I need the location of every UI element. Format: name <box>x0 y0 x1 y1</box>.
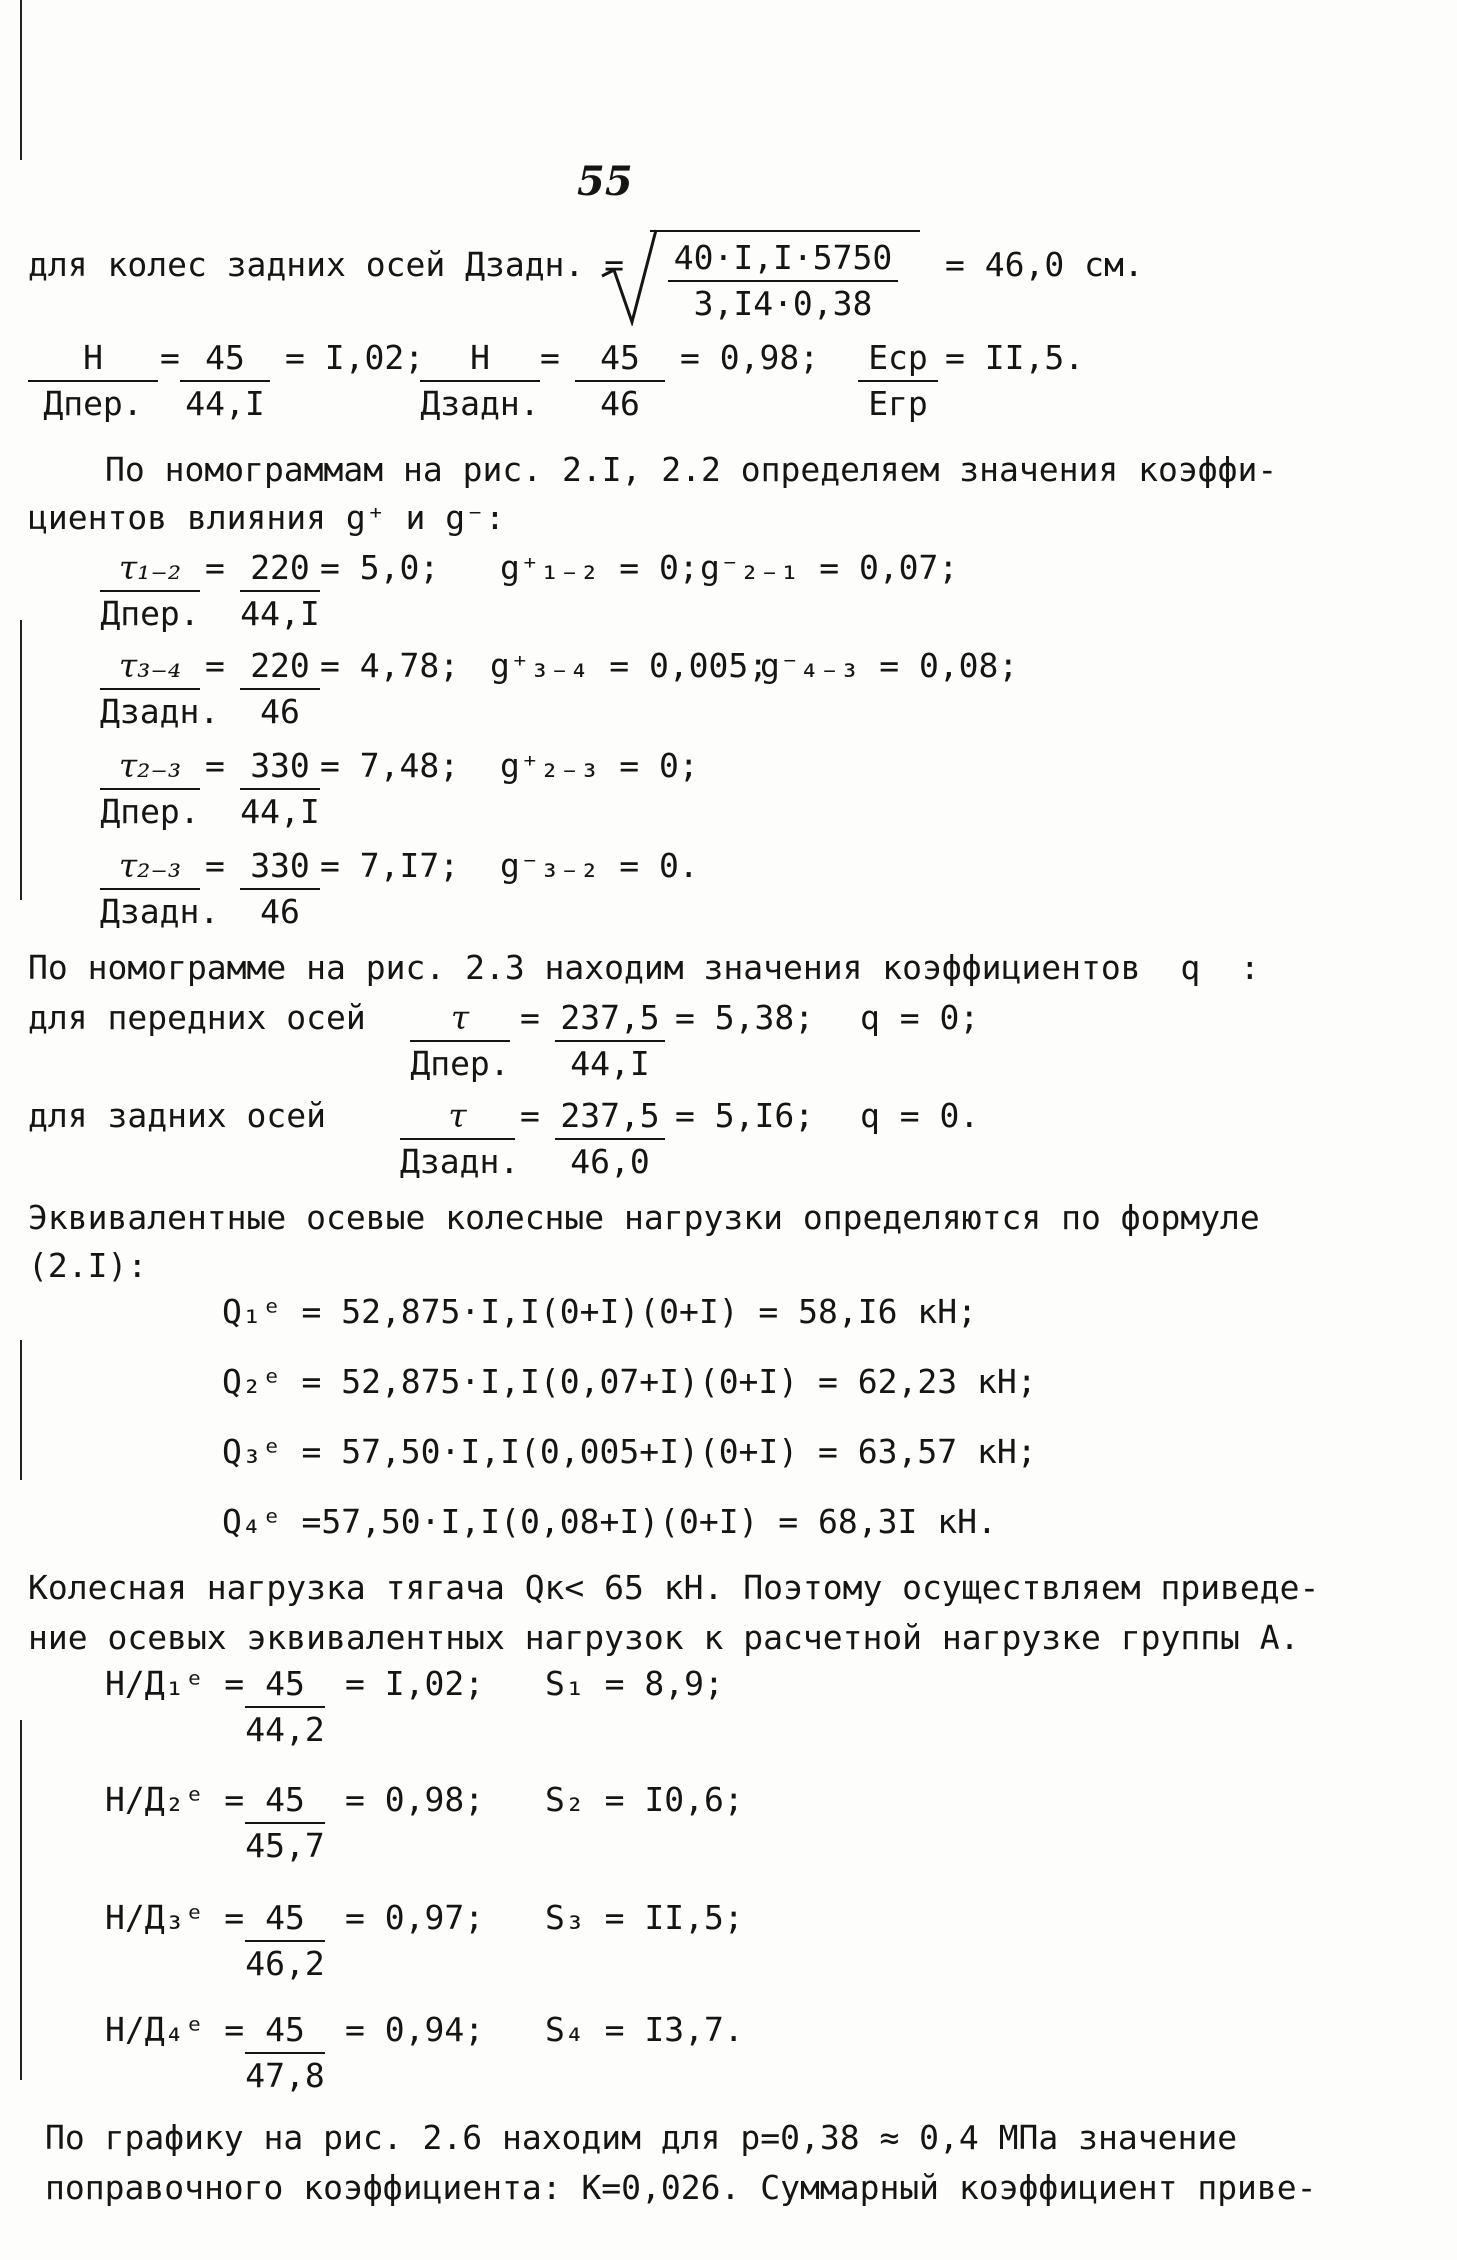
h2-val-num: 45 <box>575 338 665 382</box>
para2-line1: По номограмме на рис. 2.3 находим значения коэффициентов q : <box>28 948 1260 987</box>
t23b-den: Дзадн. <box>100 892 220 931</box>
hd2-s: S₂ = I0,6; <box>545 1780 744 1819</box>
para4-line1: Колесная нагрузка тягача Qк< 65 кН. Поэтому осуществляем приведе- <box>28 1568 1320 1607</box>
h2-fraction <box>420 338 540 424</box>
margin-line-top <box>20 0 22 160</box>
rear-tau-den: Дзадн. <box>400 1142 520 1181</box>
t12-fraction <box>100 548 200 634</box>
e-result: = II,5. <box>945 338 1085 377</box>
front-q: q = 0; <box>860 998 980 1037</box>
t12-result: = 5,0; <box>320 548 440 587</box>
t23b-result: = 7,I7; <box>320 846 460 885</box>
t34-gminus: g⁻₄₋₃ = 0,08; <box>760 646 1019 685</box>
h2-den: Дзадн. <box>420 384 540 423</box>
dzadn-radicand-den: 3,I4·0,38 <box>693 284 873 323</box>
hd1-label: Н/Д₁ᵉ = <box>105 1664 245 1703</box>
hd2-fraction <box>245 1780 325 1866</box>
t23b-sym: τ₂₋₃ <box>100 846 200 890</box>
h2-val-den: 46 <box>600 384 640 423</box>
t23a-valden: 44,I <box>240 792 320 831</box>
h1-den: Дпер. <box>43 384 143 423</box>
t12-gminus: g⁻₂₋₁ = 0,07; <box>700 548 959 587</box>
t23a-gplus: g⁺₂₋₃ = 0; <box>500 746 699 785</box>
t23a-den: Дпер. <box>100 792 200 831</box>
h2-num: H <box>420 338 540 382</box>
front-tau-sym: τ <box>410 998 510 1042</box>
t23b-value-fraction <box>240 846 320 932</box>
t34-gplus: g⁺₃₋₄ = 0,005; <box>490 646 769 685</box>
t34-value-fraction <box>240 646 320 732</box>
front-valden: 44,I <box>570 1044 650 1083</box>
h2-result: = 0,98; <box>680 338 820 377</box>
h1-num: H <box>28 338 158 382</box>
front-num: 237,5 <box>555 998 665 1042</box>
t12-den: Дпер. <box>100 594 200 633</box>
rear-tau-fraction <box>400 1096 520 1182</box>
hd1-den: 44,2 <box>245 1710 325 1749</box>
rear-axle-label: для задних осей <box>28 1096 327 1135</box>
q4-equation: Q₄ᵉ =57,50·I,I(0,08+I)(0+I) = 68,3I кН. <box>222 1502 997 1541</box>
e-den: Eгр <box>868 384 928 423</box>
t23b-num: 330 <box>240 846 320 890</box>
rear-valden: 46,0 <box>570 1142 650 1181</box>
dzadn-radicand-num: 40·I,I·5750 <box>668 238 898 282</box>
t23b-fraction <box>100 846 220 932</box>
dzadn-radicand <box>668 238 898 324</box>
t23a-sym: τ₂₋₃ <box>100 746 200 790</box>
front-tau-den: Дпер. <box>410 1044 510 1083</box>
t34-num: 220 <box>240 646 320 690</box>
hd2-den: 45,7 <box>245 1826 325 1865</box>
t34-result: = 4,78; <box>320 646 460 685</box>
hd4-num: 45 <box>245 2010 325 2054</box>
t23a-result: = 7,48; <box>320 746 460 785</box>
margin-line-bottom <box>20 1720 22 2080</box>
rear-num: 237,5 <box>555 1096 665 1140</box>
rear-q: q = 0. <box>860 1096 980 1135</box>
margin-line-mid <box>20 620 22 900</box>
t34-valden: 46 <box>260 692 300 731</box>
t23a-value-fraction <box>240 746 320 832</box>
t23a-fraction <box>100 746 200 832</box>
para1-line2: циентов влияния g⁺ и g⁻: <box>28 498 505 537</box>
t12-sym: τ₁₋₂ <box>100 548 200 592</box>
para5-line1: По графику на рис. 2.6 находим для p=0,38 ≈ 0,4 МПа значение <box>45 2118 1238 2157</box>
eq-sign: = <box>205 746 225 785</box>
para4-line2: ние осевых эквивалентных нагрузок к расчетной нагрузке группы A. <box>28 1618 1300 1657</box>
para1-line1: По номограммам на рис. 2.I, 2.2 определяем значения коэффи- <box>105 450 1278 489</box>
hd4-fraction <box>245 2010 325 2096</box>
para3-line1: Эквивалентные осевые колесные нагрузки определяются по формуле <box>28 1198 1260 1237</box>
front-axle-label: для передних осей <box>28 998 366 1037</box>
hd3-num: 45 <box>245 1898 325 1942</box>
sqrt-sign-icon <box>600 226 660 326</box>
t23b-gminus: g⁻₃₋₂ = 0. <box>500 846 699 885</box>
t34-fraction <box>100 646 220 732</box>
t34-den: Дзадн. <box>100 692 220 731</box>
hd2-result: = 0,98; <box>345 1780 485 1819</box>
h1-fraction <box>28 338 158 424</box>
para5-line2: поправочного коэффициента: K=0,026. Суммарный коэффициент приве- <box>45 2168 1317 2207</box>
hd3-result: = 0,97; <box>345 1898 485 1937</box>
page-number: 55 <box>577 158 633 205</box>
t12-num: 220 <box>240 548 320 592</box>
hd4-result: = 0,94; <box>345 2010 485 2049</box>
hd3-s: S₃ = II,5; <box>545 1898 744 1937</box>
sqrt-bar <box>650 230 920 232</box>
q2-equation: Q₂ᵉ = 52,875·I,I(0,07+I)(0+I) = 62,23 кН; <box>222 1362 1037 1401</box>
eq-sign: = <box>520 1096 540 1135</box>
front-tau-fraction <box>410 998 510 1084</box>
dzadn-result: = 46,0 см. <box>945 245 1144 284</box>
q1-equation: Q₁ᵉ = 52,875·I,I(0+I)(0+I) = 58,I6 кН; <box>222 1292 977 1331</box>
eq-sign: = <box>160 338 180 377</box>
hd3-fraction <box>245 1898 325 1984</box>
dzadn-formula-label: для колес задних осей Дзадн. = <box>28 245 625 284</box>
q3-equation: Q₃ᵉ = 57,50·I,I(0,005+I)(0+I) = 63,57 кН; <box>222 1432 1037 1471</box>
hd2-label: Н/Д₂ᵉ = <box>105 1780 245 1819</box>
hd4-label: Н/Д₄ᵉ = <box>105 2010 245 2049</box>
rear-tau-sym: τ <box>400 1096 515 1140</box>
hd1-s: S₁ = 8,9; <box>545 1664 724 1703</box>
margin-line-lower <box>20 1340 22 1480</box>
t34-sym: τ₃₋₄ <box>100 646 200 690</box>
eq-sign: = <box>520 998 540 1037</box>
e-num: Eср <box>858 338 938 382</box>
front-result: = 5,38; <box>675 998 815 1037</box>
hd3-den: 46,2 <box>245 1944 325 1983</box>
hd4-s: S₄ = I3,7. <box>545 2010 744 2049</box>
t23b-valden: 46 <box>260 892 300 931</box>
front-value-fraction <box>555 998 665 1084</box>
eq-sign: = <box>205 646 225 685</box>
h1-result: = I,02; <box>285 338 425 377</box>
hd1-num: 45 <box>245 1664 325 1708</box>
t12-gplus: g⁺₁₋₂ = 0; <box>500 548 699 587</box>
eq-sign: = <box>205 548 225 587</box>
h1-val-den: 44,I <box>185 384 265 423</box>
t23a-num: 330 <box>240 746 320 790</box>
rear-value-fraction <box>555 1096 665 1182</box>
hd1-result: = I,02; <box>345 1664 485 1703</box>
hd2-num: 45 <box>245 1780 325 1824</box>
h1-val-num: 45 <box>180 338 270 382</box>
eq-sign: = <box>540 338 560 377</box>
t12-valden: 44,I <box>240 594 320 633</box>
h2-value-fraction <box>575 338 665 424</box>
rear-result: = 5,I6; <box>675 1096 815 1135</box>
hd4-den: 47,8 <box>245 2056 325 2095</box>
para3-line2: (2.I): <box>28 1246 148 1285</box>
e-fraction <box>858 338 938 424</box>
hd3-label: Н/Д₃ᵉ = <box>105 1898 245 1937</box>
t12-value-fraction <box>240 548 320 634</box>
h1-value-fraction <box>180 338 270 424</box>
hd1-fraction <box>245 1664 325 1750</box>
eq-sign: = <box>205 846 225 885</box>
